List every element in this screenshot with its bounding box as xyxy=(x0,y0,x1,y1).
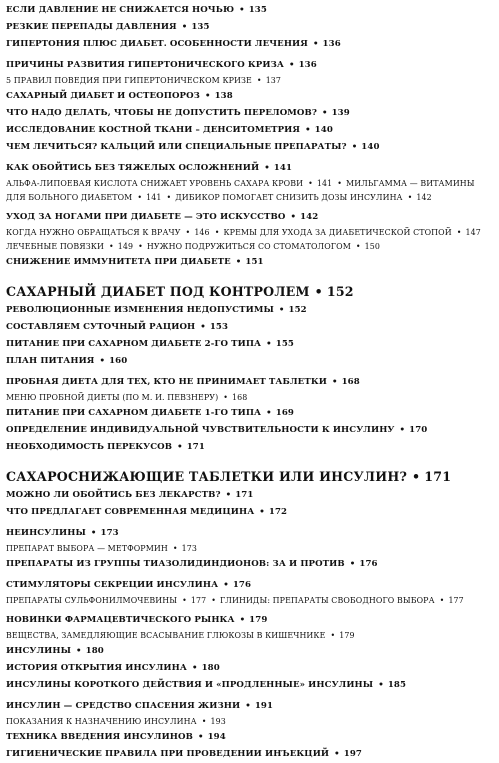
bullet: • xyxy=(235,257,242,267)
bullet: • xyxy=(349,559,356,569)
section-title: САХАРОСНИЖАЮЩИЕ ТАБЛЕТКИ ИЛИ ИНСУЛИН? xyxy=(6,469,408,484)
page-number: 177 xyxy=(190,596,207,605)
toc-entry xyxy=(6,57,496,74)
page-number: 160 xyxy=(109,356,128,366)
page-number: 173 xyxy=(100,528,119,538)
toc-entry xyxy=(6,405,496,422)
bullet: • xyxy=(214,228,220,237)
toc-entry xyxy=(6,729,496,746)
page-number: 176 xyxy=(232,580,252,590)
section-heading xyxy=(6,281,496,302)
bullet: • xyxy=(256,76,262,85)
toc-subentry xyxy=(6,715,496,729)
page-number: 151 xyxy=(245,257,264,267)
entry-title: ДЛЯ БОЛЬНОГО ДИАБЕТОМ xyxy=(6,193,133,202)
toc-entry xyxy=(6,439,496,456)
bullet: • xyxy=(76,646,82,656)
page-number: 141 xyxy=(316,179,333,188)
entry-title: ИССЛЕДОВАНИЕ КОСТНОЙ ТКАНИ – ДЕНСИТОМЕТРИЯ xyxy=(6,125,301,135)
toc-entry xyxy=(6,612,496,629)
toc-entry xyxy=(6,577,496,594)
entry-title: ТЕХНИКА ВВЕДЕНИЯ ИНСУЛИНОВ xyxy=(6,732,193,742)
bullet: • xyxy=(378,680,384,690)
page-number: 142 xyxy=(300,212,319,222)
toc-subentry xyxy=(6,391,496,405)
entry-title: ЧТО ПРЕДЛАГАЕТ СОВРЕМЕННАЯ МЕДИЦИНА xyxy=(6,507,255,517)
bullet: • xyxy=(166,193,172,202)
toc-entry xyxy=(6,698,496,715)
bullet: • xyxy=(334,749,340,759)
entry-title: КАК ОБОЙТИСЬ БЕЗ ТЯЖЕЛЫХ ОСЛОЖНЕНИЙ xyxy=(6,163,260,173)
page-number: 140 xyxy=(361,142,380,152)
page-number: 191 xyxy=(254,701,274,711)
page-number: 152 xyxy=(326,284,354,299)
page-number: 138 xyxy=(214,91,233,101)
entry-title: НОВИНКИ ФАРМАЦЕВТИЧЕСКОГО РЫНКА xyxy=(6,615,235,625)
bullet: • xyxy=(259,507,265,517)
entry-title: ИНСУЛИН — СРЕДСТВО СПАСЕНИЯ ЖИЗНИ xyxy=(6,701,241,711)
page-number: 141 xyxy=(273,163,293,173)
bullet: • xyxy=(223,580,229,590)
bullet: • xyxy=(239,5,245,15)
page-number: 171 xyxy=(424,469,452,484)
toc-entry xyxy=(6,556,496,573)
toc-entry xyxy=(6,746,496,763)
entry-title: СОСТАВЛЯЕМ СУТОЧНЫЙ РАЦИОН xyxy=(6,322,196,332)
bullet: • xyxy=(399,425,406,435)
entry-title: ЧТО НАДО ДЕЛАТЬ, ЧТОБЫ НЕ ДОПУСТИТЬ ПЕРЕЛОМОВ? xyxy=(6,108,317,118)
page-number: 147 xyxy=(465,228,481,237)
page-number: 140 xyxy=(314,125,333,135)
entry-title: САХАРНЫЙ ДИАБЕТ И ОСТЕОПОРОЗ xyxy=(6,91,200,101)
page-number: 153 xyxy=(209,322,229,332)
entry-title: КРЕМЫ ДЛЯ УХОДА ЗА ДИАБЕТИЧЕСКОЙ СТОПОЙ xyxy=(223,228,452,237)
entry-title: СНИЖЕНИЕ ИММУНИТЕТА ПРИ ДИАБЕТЕ xyxy=(6,257,231,267)
bullet: • xyxy=(312,39,319,49)
toc-entry xyxy=(6,19,496,36)
bullet: • xyxy=(90,528,97,538)
toc-subentry xyxy=(6,629,496,643)
bullet: • xyxy=(321,108,328,118)
page-number: 172 xyxy=(268,507,288,517)
entry-title: ПЛАН ПИТАНИЯ xyxy=(6,356,95,366)
page-number: 179 xyxy=(249,615,268,625)
entry-title: ПИТАНИЕ ПРИ САХАРНОМ ДИАБЕТЕ 1-ГО ТИПА xyxy=(6,408,262,418)
entry-title: ПРЕПАРАТЫ ИЗ ГРУППЫ ТИАЗОЛИДИНДИОНОВ: ЗА И ПРОТИВ xyxy=(6,559,345,569)
bullet: • xyxy=(439,596,445,605)
page-number: 193 xyxy=(210,717,226,726)
toc-entry xyxy=(6,643,496,660)
page-number: 194 xyxy=(207,732,226,742)
bullet: • xyxy=(225,490,232,500)
bullet: • xyxy=(337,179,343,188)
bullet: • xyxy=(99,356,106,366)
entry-title: СТИМУЛЯТОРЫ СЕКРЕЦИИ ИНСУЛИНА xyxy=(6,580,219,590)
bullet: • xyxy=(182,596,187,605)
bullet: • xyxy=(137,193,143,202)
bullet: • xyxy=(200,322,206,332)
page-number: 176 xyxy=(359,559,378,569)
toc-entry xyxy=(6,160,496,177)
entry-title: ОПРЕДЕЛЕНИЕ ИНДИВИДУАЛЬНОЙ ЧУВСТВИТЕЛЬНОСТИ К ИНСУЛИНУ xyxy=(6,425,395,435)
bullet: • xyxy=(177,442,183,452)
entry-title: ЕСЛИ ДАВЛЕНИЕ НЕ СНИЖАЕТСЯ НОЧЬЮ xyxy=(6,5,235,15)
toc-entry xyxy=(6,353,496,370)
toc-entry xyxy=(6,660,496,677)
page-number: 150 xyxy=(364,242,381,251)
bullet: • xyxy=(314,284,323,299)
toc-subentry xyxy=(6,542,496,556)
bullet: • xyxy=(138,242,143,251)
toc-subentry xyxy=(6,74,496,88)
toc-entry xyxy=(6,302,496,319)
page-number: 149 xyxy=(117,242,134,251)
page-number: 180 xyxy=(85,646,104,656)
bullet: • xyxy=(181,22,188,32)
toc-subentry xyxy=(6,240,496,254)
entry-title: ПРЕПАРАТЫ СУЛЬФОНИЛМОЧЕВИНЫ xyxy=(6,596,178,605)
page-number: 142 xyxy=(416,193,432,202)
bullet: • xyxy=(211,596,216,605)
entry-title: ВЕЩЕСТВА, ЗАМЕДЛЯЮЩИЕ ВСАСЫВАНИЕ ГЛЮКОЗЫ В КИШЕЧНИКЕ xyxy=(6,631,326,640)
entry-title: ЛЕЧЕБНЫЕ ПОВЯЗКИ xyxy=(6,242,104,251)
toc-entry xyxy=(6,209,496,226)
toc-entry xyxy=(6,504,496,521)
entry-title: ПОКАЗАНИЯ К НАЗНАЧЕНИЮ ИНСУЛИНА xyxy=(6,717,197,726)
entry-title: РЕЗКИЕ ПЕРЕПАДЫ ДАВЛЕНИЯ xyxy=(6,22,177,32)
bullet: • xyxy=(191,663,198,673)
page-number: 171 xyxy=(235,490,254,500)
bullet: • xyxy=(355,242,361,251)
entry-title: МОЖНО ЛИ ОБОЙТИСЬ БЕЗ ЛЕКАРСТВ? xyxy=(6,490,221,500)
entry-title: ГЛИНИДЫ: ПРЕПАРАТЫ СВОБОДНОГО ВЫБОРА xyxy=(219,596,435,605)
entry-title: ПИТАНИЕ ПРИ САХАРНОМ ДИАБЕТЕ 2-ГО ТИПА xyxy=(6,339,262,349)
entry-title: НЕОБХОДИМОСТЬ ПЕРЕКУСОВ xyxy=(6,442,173,452)
bullet: • xyxy=(288,60,295,70)
page-number: 173 xyxy=(181,544,197,553)
page-number: 136 xyxy=(298,60,317,70)
bullet: • xyxy=(266,339,272,349)
toc-subentry xyxy=(6,594,496,608)
page-number: 177 xyxy=(448,596,464,605)
bullet: • xyxy=(290,212,297,222)
page-number: 141 xyxy=(146,193,162,202)
toc-entry xyxy=(6,422,496,439)
bullet: • xyxy=(223,393,229,402)
entry-title: КОГДА НУЖНО ОБРАЩАТЬСЯ К ВРАЧУ xyxy=(6,228,181,237)
entry-title: ПРОБНАЯ ДИЕТА ДЛЯ ТЕХ, КТО НЕ ПРИНИМАЕТ ТАБЛЕТКИ xyxy=(6,377,327,387)
bullet: • xyxy=(266,408,272,418)
entry-title: ПРИЧИНЫ РАЗВИТИЯ ГИПЕРТОНИЧЕСКОГО КРИЗА xyxy=(6,60,284,70)
bullet: • xyxy=(456,228,462,237)
bullet: • xyxy=(308,179,313,188)
section-heading xyxy=(6,466,496,487)
page-number: 135 xyxy=(248,5,267,15)
toc-subentry xyxy=(6,226,496,240)
entry-title: НУЖНО ПОДРУЖИТЬСЯ СО СТОМАТОЛОГОМ xyxy=(146,242,351,251)
page-number: 171 xyxy=(186,442,205,452)
bullet: • xyxy=(201,717,207,726)
toc-subentry xyxy=(6,191,496,205)
toc-entry xyxy=(6,525,496,542)
entry-title: ДИБИКОР ПОМОГАЕТ СНИЗИТЬ ДОЗЫ ИНСУЛИНА xyxy=(175,193,403,202)
page-number: 155 xyxy=(275,339,294,349)
entry-title: ГИГИЕНИЧЕСКИЕ ПРАВИЛА ПРИ ПРОВЕДЕНИИ ИНЪЕКЦИЙ xyxy=(6,749,330,759)
bullet: • xyxy=(278,305,285,315)
toc-entry xyxy=(6,2,496,19)
entry-title: ПРЕПАРАТ ВЫБОРА — МЕТФОРМИН xyxy=(6,544,168,553)
toc-entry xyxy=(6,122,496,139)
toc-entry xyxy=(6,487,496,504)
entry-title: НЕИНСУЛИНЫ xyxy=(6,528,86,538)
bullet: • xyxy=(108,242,114,251)
page-number: 168 xyxy=(341,377,360,387)
entry-title: УХОД ЗА НОГАМИ ПРИ ДИАБЕТЕ — ЭТО ИСКУССТВО xyxy=(6,212,286,222)
page-number: 136 xyxy=(322,39,341,49)
toc-entry xyxy=(6,139,496,156)
entry-title: ЧЕМ ЛЕЧИТЬСЯ? КАЛЬЦИЙ ИЛИ СПЕЦИАЛЬНЫЕ ПРЕПАРАТЫ? xyxy=(6,142,347,152)
entry-title: ИНСУЛИНЫ КОРОТКОГО ДЕЙСТВИЯ И «ПРОДЛЕННЫЕ» ИНСУЛИНЫ xyxy=(6,680,374,690)
bullet: • xyxy=(407,193,413,202)
bullet: • xyxy=(351,142,358,152)
toc-entry xyxy=(6,336,496,353)
page-number: 139 xyxy=(331,108,350,118)
bullet: • xyxy=(172,544,178,553)
page-number: 180 xyxy=(201,663,220,673)
bullet: • xyxy=(264,163,270,173)
page-number: 179 xyxy=(339,631,355,640)
entry-title: ИНСУЛИНЫ xyxy=(6,646,72,656)
toc-entry xyxy=(6,319,496,336)
page-number: 137 xyxy=(265,76,282,85)
toc-entry xyxy=(6,105,496,122)
entry-title: ГИПЕРТОНИЯ ПЛЮС ДИАБЕТ. ОСОБЕННОСТИ ЛЕЧЕНИЯ xyxy=(6,39,308,49)
toc-entry xyxy=(6,88,496,105)
toc-column xyxy=(6,2,496,763)
entry-title: ИСТОРИЯ ОТКРЫТИЯ ИНСУЛИНА xyxy=(6,663,187,673)
toc-entry xyxy=(6,254,496,271)
toc-entry xyxy=(6,677,496,694)
toc-entry xyxy=(6,374,496,391)
entry-title: 5 ПРАВИЛ ПОВЕДИЯ ПРИ ГИПЕРТОНИЧЕСКОМ КРИЗЕ xyxy=(6,76,252,85)
bullet: • xyxy=(204,91,211,101)
page-number: 168 xyxy=(232,393,248,402)
page-number: 146 xyxy=(194,228,210,237)
bullet: • xyxy=(245,701,251,711)
bullet: • xyxy=(197,732,204,742)
toc-subentry xyxy=(6,177,496,191)
bullet: • xyxy=(185,228,191,237)
entry-title: МЕНЮ ПРОБНОЙ ДИЕТЫ (ПО М. И. ПЕВЗНЕРУ) xyxy=(6,393,219,402)
entry-title: АЛЬФА-ЛИПОЕВАЯ КИСЛОТА СНИЖАЕТ УРОВЕНЬ САХАРА КРОВИ xyxy=(6,179,304,188)
page-number: 135 xyxy=(191,22,210,32)
section-title: САХАРНЫЙ ДИАБЕТ ПОД КОНТРОЛЕМ xyxy=(6,284,310,299)
bullet: • xyxy=(305,125,311,135)
page-number: 169 xyxy=(275,408,294,418)
entry-title: РЕВОЛЮЦИОННЫЕ ИЗМЕНЕНИЯ НЕДОПУСТИМЫ xyxy=(6,305,274,315)
page-number: 185 xyxy=(387,680,407,690)
bullet: • xyxy=(412,469,421,484)
entry-title: МИЛЬГАММА — ВИТАМИНЫ xyxy=(346,179,475,188)
page-number: 170 xyxy=(409,425,428,435)
page-number: 152 xyxy=(288,305,307,315)
bullet: • xyxy=(331,377,338,387)
bullet: • xyxy=(330,631,336,640)
bullet: • xyxy=(239,615,246,625)
page-number: 197 xyxy=(343,749,362,759)
toc-entry xyxy=(6,36,496,53)
